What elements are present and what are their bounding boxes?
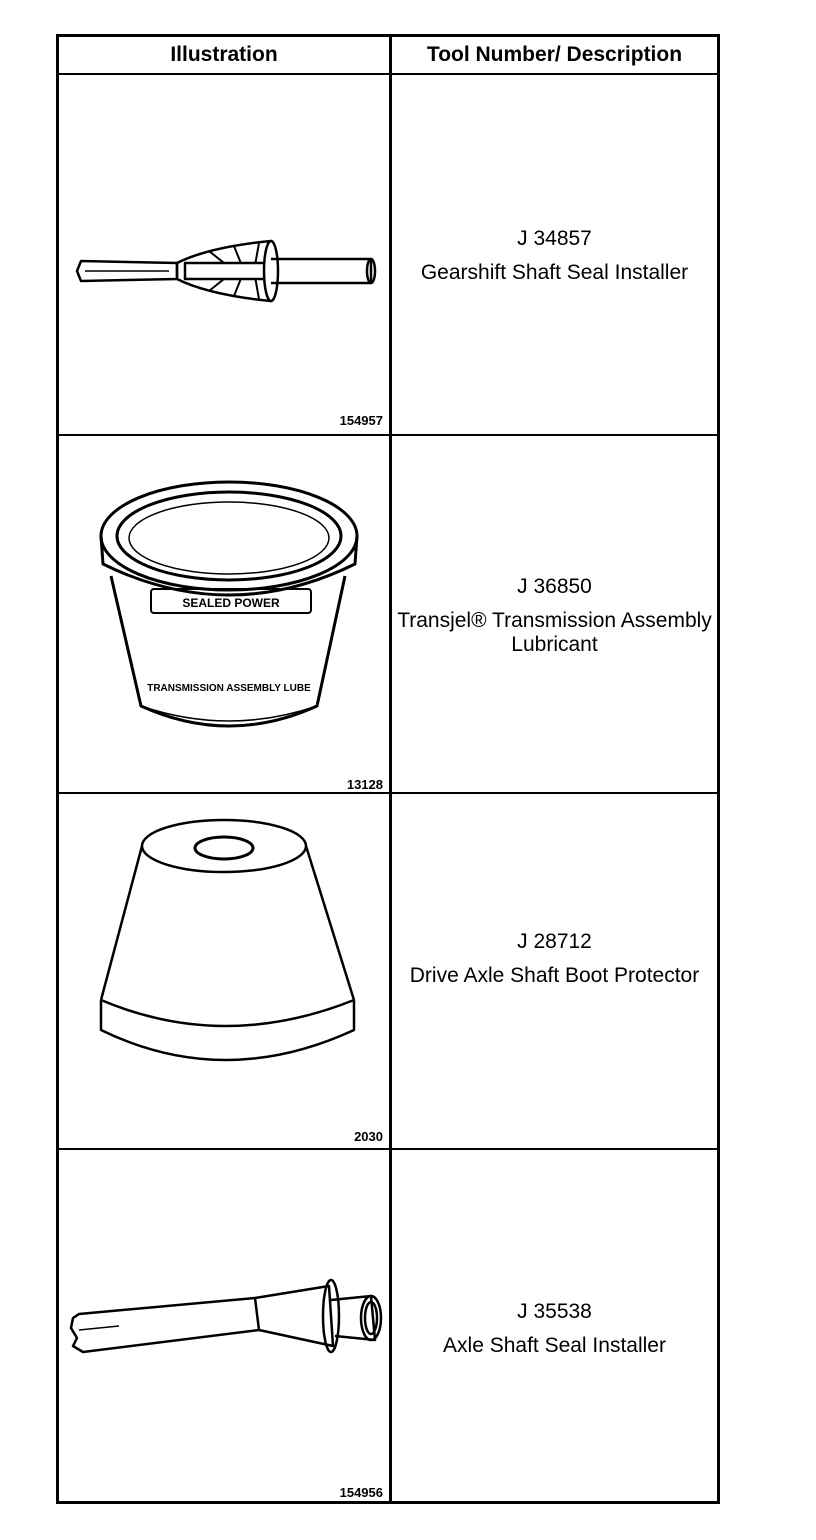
header-illustration: Illustration [170,43,278,66]
figure-number: 154957 [339,413,383,428]
figure-number: 2030 [354,1129,383,1144]
tool-number: J 35538 [517,1300,592,1323]
tool-description-cell [392,930,717,988]
tool-description-cell [392,575,717,657]
figure-number: 154956 [339,1485,383,1500]
axle-seal-installer-icon [59,1150,389,1504]
tool-description: Drive Axle Shaft Boot Protector [409,964,700,987]
tool-description: Transjel® Transmission Assembly Lubricant [397,609,712,656]
row-illustration [59,794,389,1148]
tool-number: J 28712 [517,930,592,953]
header-tool-description: Tool Number/ Description [426,43,683,66]
tub-label-text-2: TRANSMISSION ASSEMBLY LUBE [147,683,311,694]
seal-installer-icon [59,75,389,434]
figure-number: 13128 [346,777,383,792]
tool-description-cell [392,1300,717,1358]
boot-protector-icon [59,794,389,1148]
tool-table [56,34,720,1504]
lubricant-tub-icon [59,436,389,792]
tub-label-text: SEALED POWER [182,596,280,610]
row-illustration [59,1150,389,1504]
tool-description-cell [392,227,717,285]
row-illustration [59,75,389,434]
row-illustration [59,436,389,792]
tool-description: Axle Shaft Seal Installer [443,1334,666,1357]
tool-description: Gearshift Shaft Seal Installer [420,261,689,284]
tool-number: J 36850 [517,575,592,598]
tool-number: J 34857 [517,227,592,250]
